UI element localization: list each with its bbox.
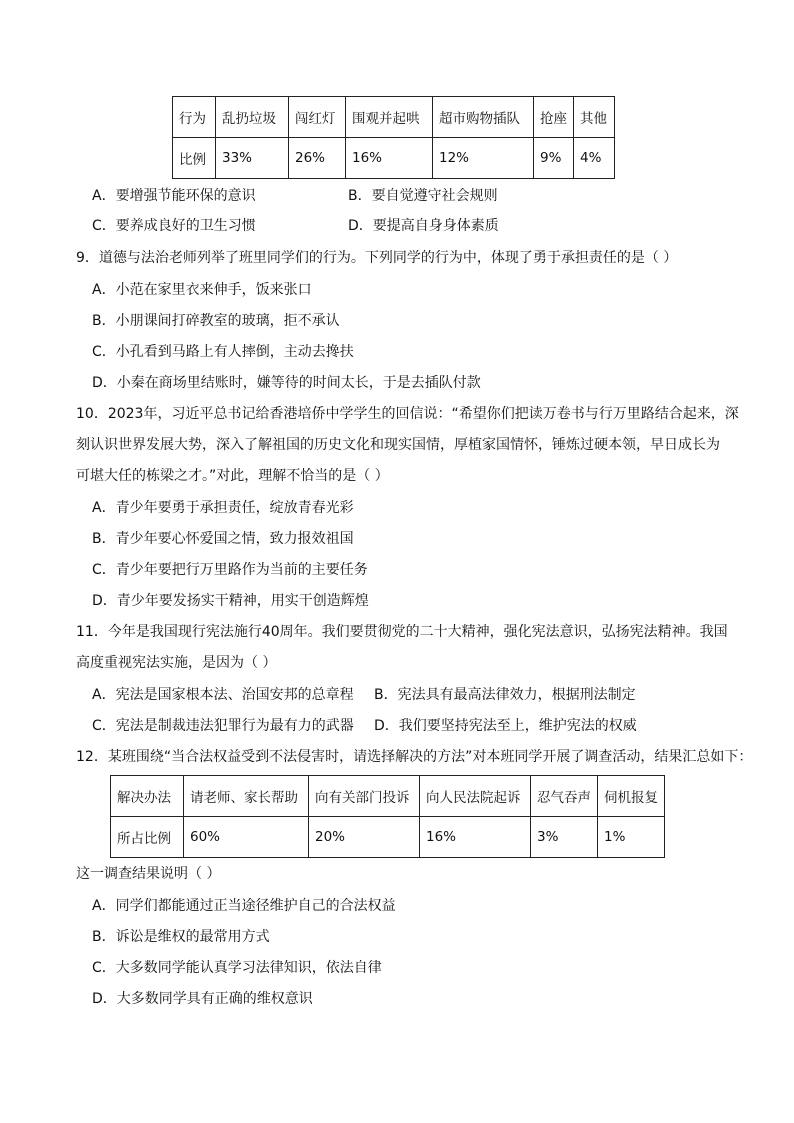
behavior-survey-table bbox=[172, 96, 615, 179]
table-row bbox=[173, 97, 615, 138]
table-header-cell: 行为 bbox=[173, 97, 216, 138]
table-cell: 4% bbox=[574, 138, 615, 179]
table-cell: 1% bbox=[598, 817, 665, 858]
q10-option-a[interactable]: A．青少年要勇于承担责任，绽放青春光彩 bbox=[92, 500, 354, 516]
q11-option-b[interactable]: B．宪法具有最高法律效力，根据刑法制定 bbox=[374, 687, 636, 703]
table-cell: 比例 bbox=[173, 138, 216, 179]
table-header-cell: 抢座 bbox=[534, 97, 574, 138]
table-cell: 33% bbox=[216, 138, 289, 179]
q9-stem: 9．道德与法治老师列举了班里同学们的行为。下列同学的行为中，体现了勇于承担责任的是（ ） bbox=[76, 250, 678, 266]
table-header-cell: 忍气吞声 bbox=[531, 776, 598, 817]
table-header-cell: 围观并起哄 bbox=[346, 97, 433, 138]
table-header-cell: 向人民法院起诉 bbox=[420, 776, 531, 817]
table-cell: 26% bbox=[289, 138, 346, 179]
table-cell: 16% bbox=[346, 138, 433, 179]
q10-stem-line3: 可堪大任的栋梁之才。”对此，理解不恰当的是（ ） bbox=[76, 468, 389, 484]
q9-option-a[interactable]: A．小范在家里衣来伸手，饭来张口 bbox=[92, 282, 312, 298]
q11-option-d[interactable]: D．我们要坚持宪法至上，维护宪法的权威 bbox=[374, 718, 637, 734]
q12-option-d[interactable]: D．大多数同学具有正确的维权意识 bbox=[92, 991, 313, 1007]
q10-option-b[interactable]: B．青少年要心怀爱国之情，致力报效祖国 bbox=[92, 531, 354, 547]
rights-survey-table bbox=[110, 775, 665, 858]
q8-option-c[interactable]: C．要养成良好的卫生习惯 bbox=[92, 218, 256, 234]
q10-stem-line1: 10．2023年，习近平总书记给香港培侨中学学生的回信说：“希望你们把读万卷书与行万里路结合起来，深 bbox=[76, 406, 739, 422]
table-row bbox=[111, 776, 665, 817]
table-header-cell: 请老师、家长帮助 bbox=[184, 776, 309, 817]
q8-option-d[interactable]: D．要提高自身身体素质 bbox=[348, 218, 499, 234]
table-header-cell: 超市购物插队 bbox=[433, 97, 534, 138]
table-row bbox=[173, 138, 615, 179]
q9-option-b[interactable]: B．小朋课间打碎教室的玻璃，拒不承认 bbox=[92, 313, 340, 329]
table-header-cell: 乱扔垃圾 bbox=[216, 97, 289, 138]
table-cell: 所占比例 bbox=[111, 817, 184, 858]
table-header-cell: 伺机报复 bbox=[598, 776, 665, 817]
q8-option-b[interactable]: B．要自觉遵守社会规则 bbox=[348, 188, 498, 204]
q9-option-d[interactable]: D．小秦在商场里结账时，嫌等待的时间太长，于是去插队付款 bbox=[92, 375, 481, 391]
q11-option-c[interactable]: C．宪法是制裁违法犯罪行为最有力的武器 bbox=[92, 718, 354, 734]
q10-option-d[interactable]: D．青少年要发扬实干精神，用实干创造辉煌 bbox=[92, 593, 369, 609]
q12-stem: 12．某班围绕“当合法权益受到不法侵害时，请选择解决的方法”对本班同学开展了调查活动，结果汇总如下： bbox=[76, 749, 753, 765]
table-header-cell: 其他 bbox=[574, 97, 615, 138]
table-cell: 60% bbox=[184, 817, 309, 858]
table-cell: 12% bbox=[433, 138, 534, 179]
table-cell: 16% bbox=[420, 817, 531, 858]
table-cell: 20% bbox=[309, 817, 420, 858]
table-cell: 9% bbox=[534, 138, 574, 179]
q12-after-text: 这一调查结果说明（ ） bbox=[76, 866, 221, 882]
q10-option-c[interactable]: C．青少年要把行万里路作为当前的主要任务 bbox=[92, 562, 368, 578]
q12-option-b[interactable]: B．诉讼是维权的最常用方式 bbox=[92, 929, 270, 945]
table-header-cell: 解决办法 bbox=[111, 776, 184, 817]
q11-option-a[interactable]: A．宪法是国家根本法、治国安邦的总章程 bbox=[92, 687, 354, 703]
q12-option-c[interactable]: C．大多数同学能认真学习法律知识，依法自律 bbox=[92, 960, 382, 976]
q9-option-c[interactable]: C．小孔看到马路上有人摔倒，主动去搀扶 bbox=[92, 344, 354, 360]
q8-option-a[interactable]: A．要增强节能环保的意识 bbox=[92, 188, 256, 204]
table-header-cell: 向有关部门投诉 bbox=[309, 776, 420, 817]
q11-stem-line1: 11．今年是我国现行宪法施行40周年。我们要贯彻党的二十大精神，强化宪法意识，弘扬宪法精神。我国 bbox=[76, 624, 728, 640]
q10-stem-line2: 刻认识世界发展大势，深入了解祖国的历史文化和现实国情，厚植家国情怀，锤炼过硬本领，早日成长为 bbox=[76, 437, 720, 453]
table-row bbox=[111, 817, 665, 858]
q12-option-a[interactable]: A．同学们都能通过正当途径维护自己的合法权益 bbox=[92, 898, 396, 914]
table-cell: 3% bbox=[531, 817, 598, 858]
table-header-cell: 闯红灯 bbox=[289, 97, 346, 138]
q11-stem-line2: 高度重视宪法实施，是因为（ ） bbox=[76, 655, 277, 671]
